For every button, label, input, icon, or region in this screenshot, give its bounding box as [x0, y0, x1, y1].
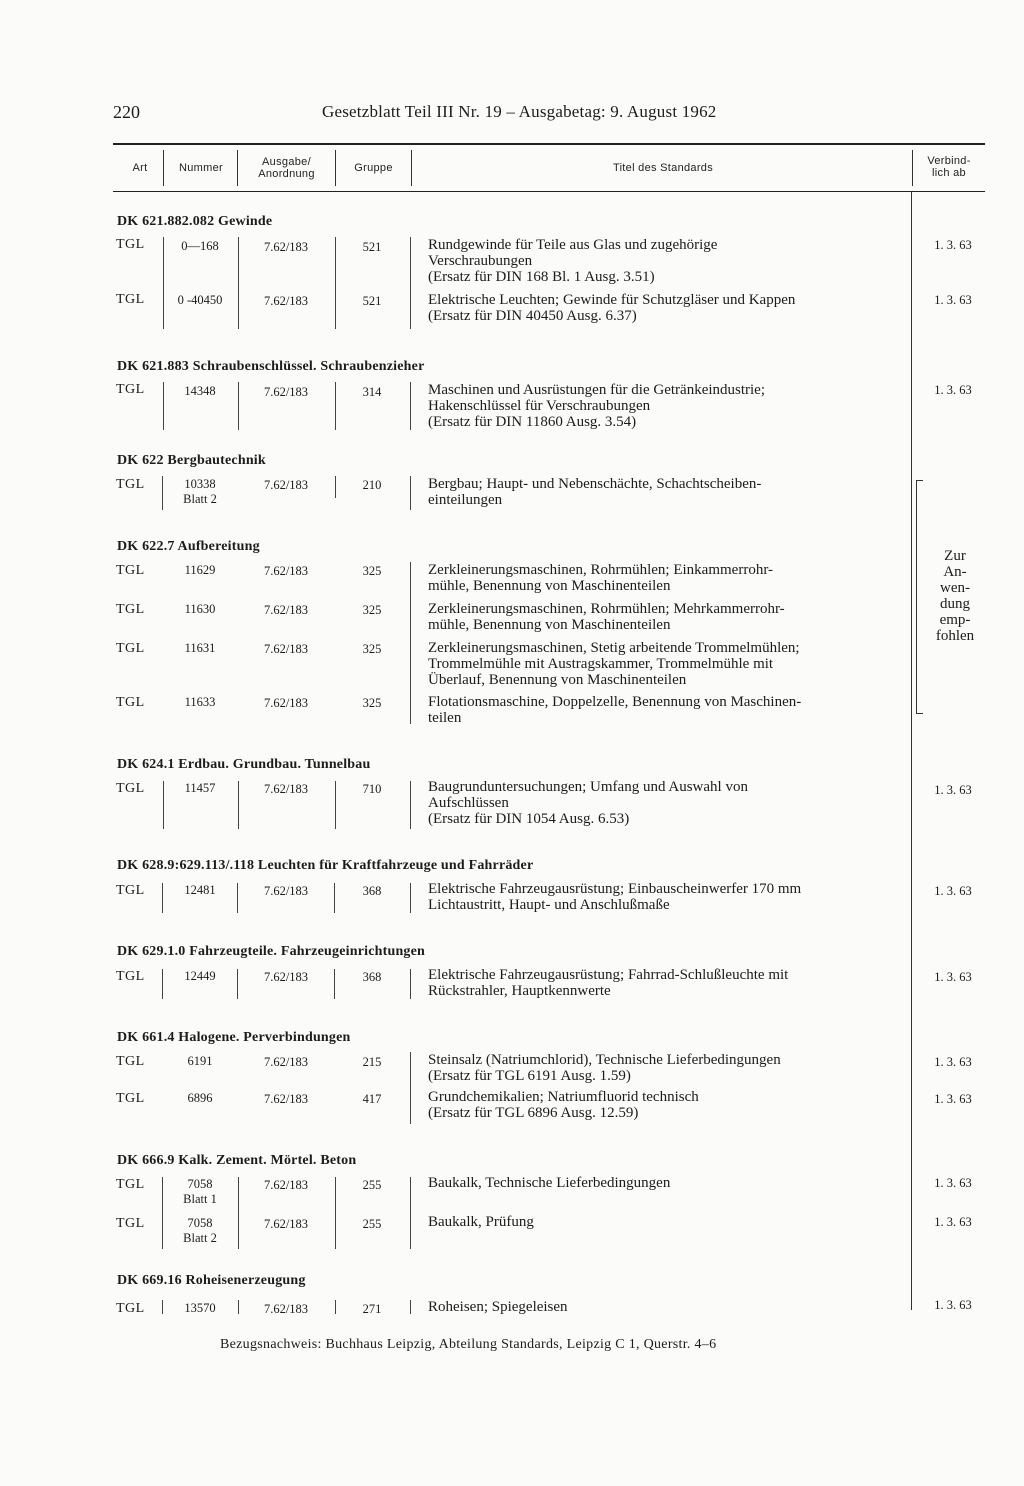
note-line: wen-: [940, 580, 970, 596]
cell-ausgabe: 7.62/183: [263, 782, 309, 796]
cell-title: [428, 476, 908, 508]
row-rule: [163, 781, 164, 829]
title-line: Aufschlüssen: [428, 795, 509, 811]
cell-ausgabe: 7.62/183: [263, 603, 309, 617]
row-rule: [162, 883, 163, 913]
cell-nummer: 0 -40450: [177, 293, 223, 307]
title-line: (Ersatz für DIN 11860 Ausg. 3.54): [428, 414, 637, 430]
cell-nummer: 11629: [184, 563, 216, 577]
row-rule: [163, 237, 164, 329]
col-header-ausgabe-line1: Ausgabe/: [262, 156, 311, 168]
cell-gruppe: 368: [362, 884, 382, 898]
cell-title: [428, 1214, 908, 1230]
nummer-line: 7058: [187, 1216, 213, 1230]
nummer-line: 7058: [187, 1177, 213, 1191]
cell-art: TGL: [116, 1301, 145, 1316]
section-heading: DK 661.4 Halogene. Perverbindungen: [117, 1030, 351, 1045]
nummer-blatt: Blatt 2: [183, 492, 217, 506]
cell-art: TGL: [116, 641, 145, 656]
row-rule: [334, 969, 335, 999]
nummer-blatt: Blatt 1: [183, 1192, 217, 1206]
cell-gruppe: 521: [362, 240, 382, 254]
cell-verbindlich: 1. 3. 63: [934, 1176, 972, 1190]
cell-art: TGL: [116, 1177, 145, 1192]
cell-nummer: 6896: [187, 1091, 213, 1105]
verbindlich-column-rule: [911, 192, 912, 1310]
section-heading: DK 622.7 Aufbereitung: [117, 539, 260, 554]
cell-art: TGL: [116, 292, 145, 307]
row-rule: [238, 1177, 239, 1249]
cell-art: TGL: [116, 1216, 145, 1231]
table-header-rule: [113, 191, 985, 192]
title-line: Zerkleinerungsmaschinen, Rohrmühlen; Mehrkammerrohr-: [428, 601, 785, 617]
table-top-rule: [113, 143, 985, 145]
title-line: Baukalk, Prüfung: [428, 1214, 534, 1230]
cell-title: [428, 562, 908, 594]
title-line: Baukalk, Technische Lieferbedingungen: [428, 1175, 671, 1191]
cell-gruppe: 325: [362, 564, 382, 578]
title-line: (Ersatz für TGL 6896 Ausg. 12.59): [428, 1105, 639, 1121]
cell-nummer: 11631: [184, 641, 216, 655]
cell-gruppe: 255: [362, 1178, 382, 1192]
cell-nummer: 0—168: [181, 239, 219, 253]
col-header-verb-line2: lich ab: [932, 167, 966, 179]
title-line: (Ersatz für DIN 1054 Ausg. 6.53): [428, 811, 630, 827]
col-header-verbindlich: [914, 155, 984, 179]
title-line: Maschinen und Ausrüstungen für die Getränkeindustrie;: [428, 382, 766, 398]
section-heading: DK 628.9:629.113/.118 Leuchten für Kraftfahrzeuge und Fahrräder: [117, 858, 534, 873]
cell-gruppe: 314: [362, 385, 382, 399]
section-heading: DK 621.883 Schraubenschlüssel. Schraubenzieher: [117, 359, 425, 374]
header-divider: [411, 150, 412, 186]
row-rule: [410, 1300, 411, 1314]
section-heading: DK 624.1 Erdbau. Grundbau. Tunnelbau: [117, 757, 371, 772]
cell-nummer: [163, 1177, 237, 1207]
cell-verbindlich: 1. 3. 63: [934, 238, 972, 252]
cell-gruppe: 271: [362, 1302, 382, 1316]
cell-nummer: [163, 477, 237, 507]
title-line: Elektrische Fahrzeugausrüstung; Fahrrad-Schlußleuchte mit: [428, 967, 789, 983]
section-heading: DK 666.9 Kalk. Zement. Mörtel. Beton: [117, 1153, 357, 1168]
cell-gruppe: 255: [362, 1217, 382, 1231]
cell-ausgabe: 7.62/183: [263, 564, 309, 578]
cell-nummer: 14348: [184, 384, 216, 398]
cell-art: TGL: [116, 1054, 145, 1069]
title-line: Rundgewinde für Teile aus Glas und zugehörige: [428, 237, 718, 253]
cell-ausgabe: 7.62/183: [263, 696, 309, 710]
row-rule: [410, 969, 411, 999]
cell-title: [428, 694, 908, 726]
nummer-blatt: Blatt 2: [183, 1231, 217, 1245]
cell-gruppe: 521: [362, 294, 382, 308]
col-header-gruppe: Gruppe: [354, 162, 393, 174]
cell-title: [428, 640, 908, 688]
section-heading: DK 622 Bergbautechnik: [117, 453, 266, 468]
page-number: 220: [113, 102, 140, 122]
cell-verbindlich: 1. 3. 63: [934, 783, 972, 797]
title-line: Verschraubungen: [428, 253, 533, 269]
cell-gruppe: 210: [362, 478, 382, 492]
recommendation-bracket: [916, 480, 923, 714]
col-header-nummer: Nummer: [179, 162, 223, 174]
cell-verbindlich: 1. 3. 63: [934, 293, 972, 307]
cell-title: [428, 1052, 908, 1084]
cell-ausgabe: 7.62/183: [263, 1092, 309, 1106]
cell-nummer: 11457: [184, 781, 216, 795]
cell-nummer: [163, 1216, 237, 1246]
recommendation-note: [926, 548, 984, 644]
title-line: Zerkleinerungsmaschinen, Stetig arbeitende Trommelmühlen;: [428, 640, 800, 656]
row-rule: [238, 1300, 239, 1314]
cell-ausgabe: 7.62/183: [263, 1302, 309, 1316]
row-rule: [334, 883, 335, 913]
row-rule: [162, 969, 163, 999]
cell-ausgabe: 7.62/183: [263, 385, 309, 399]
footer-reference: Bezugsnachweis: Buchhaus Leipzig, Abteilung Standards, Leipzig C 1, Querstr. 4–6: [220, 1337, 717, 1352]
title-line: Elektrische Fahrzeugausrüstung; Einbauscheinwerfer 170 mm: [428, 881, 802, 897]
section-heading: DK 669.16 Roheisenerzeugung: [117, 1273, 306, 1288]
cell-title: [428, 601, 908, 633]
title-line: Lichtaustritt, Haupt- und Anschlußmaße: [428, 897, 670, 913]
cell-verbindlich: 1. 3. 63: [934, 884, 972, 898]
title-line: Baugrunduntersuchungen; Umfang und Auswahl von: [428, 779, 748, 795]
cell-title: [428, 967, 908, 999]
cell-nummer: 13570: [184, 1301, 216, 1315]
title-line: mühle, Benennung von Maschinenteilen: [428, 617, 671, 633]
cell-title: [428, 1175, 908, 1191]
col-header-art: Art: [132, 162, 148, 174]
cell-title: [428, 382, 908, 430]
note-line: emp-: [939, 612, 971, 628]
section-heading: DK 621.882.082 Gewinde: [117, 214, 273, 229]
cell-art: TGL: [116, 602, 145, 617]
row-rule: [410, 1177, 411, 1249]
row-rule: [410, 883, 411, 913]
cell-gruppe: 325: [362, 696, 382, 710]
row-rule: [335, 382, 336, 430]
title-line: (Ersatz für TGL 6191 Ausg. 1.59): [428, 1068, 631, 1084]
title-line: Roheisen; Spiegeleisen: [428, 1299, 568, 1315]
title-line: Rückstrahler, Hauptkennwerte: [428, 983, 611, 999]
cell-art: TGL: [116, 781, 145, 796]
title-line: einteilungen: [428, 492, 503, 508]
row-rule: [410, 562, 411, 724]
title-line: (Ersatz für DIN 168 Bl. 1 Ausg. 3.51): [428, 269, 655, 285]
cell-title: [428, 881, 908, 913]
cell-title: [428, 1089, 908, 1121]
cell-gruppe: 325: [362, 642, 382, 656]
note-line: An-: [943, 564, 967, 580]
row-rule: [162, 1300, 163, 1314]
title-line: Zerkleinerungsmaschinen, Rohrmühlen; Einkammerrohr-: [428, 562, 774, 578]
row-rule: [335, 1300, 336, 1314]
cell-verbindlich: 1. 3. 63: [934, 1215, 972, 1229]
cell-ausgabe: 7.62/183: [263, 884, 309, 898]
row-rule: [335, 1177, 336, 1249]
cell-ausgabe: 7.62/183: [263, 970, 309, 984]
title-line: Überlauf, Benennung von Maschinenteilen: [428, 672, 687, 688]
cell-verbindlich: 1. 3. 63: [934, 970, 972, 984]
cell-art: TGL: [116, 1091, 145, 1106]
cell-gruppe: 710: [362, 782, 382, 796]
row-rule: [410, 1052, 411, 1124]
title-line: Flotationsmaschine, Doppelzelle, Benennung von Maschinen-: [428, 694, 802, 710]
row-rule: [335, 476, 336, 498]
cell-title: [428, 292, 908, 324]
cell-art: TGL: [116, 237, 145, 252]
cell-gruppe: 417: [362, 1092, 382, 1106]
cell-ausgabe: 7.62/183: [263, 240, 309, 254]
row-rule: [238, 781, 239, 829]
cell-art: TGL: [116, 969, 145, 984]
cell-gruppe: 215: [362, 1055, 382, 1069]
row-rule: [410, 476, 411, 510]
cell-gruppe: 325: [362, 603, 382, 617]
row-rule: [237, 969, 238, 999]
page-title: Gesetzblatt Teil III Nr. 19 – Ausgabetag: 9. August 1962: [322, 102, 717, 121]
title-line: teilen: [428, 710, 462, 726]
cell-verbindlich: 1. 3. 63: [934, 1092, 972, 1106]
row-rule: [410, 237, 411, 329]
title-line: Elektrische Leuchten; Gewinde für Schutzgläser und Kappen: [428, 292, 796, 308]
title-line: (Ersatz für DIN 40450 Ausg. 6.37): [428, 308, 637, 324]
cell-verbindlich: 1. 3. 63: [934, 1298, 972, 1312]
title-line: Grundchemikalien; Natriumfluorid technisch: [428, 1089, 699, 1105]
cell-nummer: 11633: [184, 695, 216, 709]
nummer-line: 10338: [184, 477, 216, 491]
cell-nummer: 12449: [184, 969, 216, 983]
note-line: dung: [940, 596, 970, 612]
row-rule: [238, 237, 239, 329]
row-rule: [410, 781, 411, 829]
cell-art: TGL: [116, 477, 145, 492]
row-rule: [163, 382, 164, 430]
title-line: Hakenschlüssel für Verschraubungen: [428, 398, 651, 414]
cell-art: TGL: [116, 382, 145, 397]
row-rule: [335, 781, 336, 829]
col-header-ausgabe-line2: Anordnung: [258, 168, 315, 180]
title-line: Steinsalz (Natriumchlorid), Technische Lieferbedingungen: [428, 1052, 781, 1068]
cell-nummer: 6191: [187, 1054, 213, 1068]
cell-art: TGL: [116, 883, 145, 898]
cell-ausgabe: 7.62/183: [263, 1178, 309, 1192]
cell-ausgabe: 7.62/183: [263, 478, 309, 492]
row-rule: [238, 382, 239, 430]
col-header-titel: Titel des Standards: [612, 162, 714, 174]
cell-gruppe: 368: [362, 970, 382, 984]
row-rule: [162, 476, 163, 510]
cell-verbindlich: 1. 3. 63: [934, 1055, 972, 1069]
cell-ausgabe: 7.62/183: [263, 642, 309, 656]
cell-art: TGL: [116, 563, 145, 578]
title-line: Trommelmühle mit Austragskammer, Trommelmühle mit: [428, 656, 774, 672]
cell-title: [428, 779, 908, 827]
title-line: mühle, Benennung von Maschinenteilen: [428, 578, 671, 594]
note-line: fohlen: [935, 628, 975, 644]
cell-nummer: 12481: [184, 883, 216, 897]
cell-ausgabe: 7.62/183: [263, 1055, 309, 1069]
section-heading: DK 629.1.0 Fahrzeugteile. Fahrzeugeinrichtungen: [117, 944, 426, 959]
row-rule: [335, 237, 336, 329]
cell-verbindlich: 1. 3. 63: [934, 383, 972, 397]
col-header-verb-line1: Verbind-: [927, 155, 971, 167]
cell-ausgabe: 7.62/183: [263, 1217, 309, 1231]
cell-ausgabe: 7.62/183: [263, 294, 309, 308]
cell-title: [428, 237, 908, 285]
row-rule: [237, 883, 238, 913]
col-header-ausgabe: [238, 156, 335, 180]
row-rule: [410, 382, 411, 430]
title-line: Bergbau; Haupt- und Nebenschächte, Schachtscheiben-: [428, 476, 762, 492]
note-line: Zur: [944, 548, 966, 564]
row-rule: [162, 1177, 163, 1249]
cell-art: TGL: [116, 695, 145, 710]
cell-nummer: 11630: [184, 602, 216, 616]
cell-title: [428, 1299, 908, 1315]
